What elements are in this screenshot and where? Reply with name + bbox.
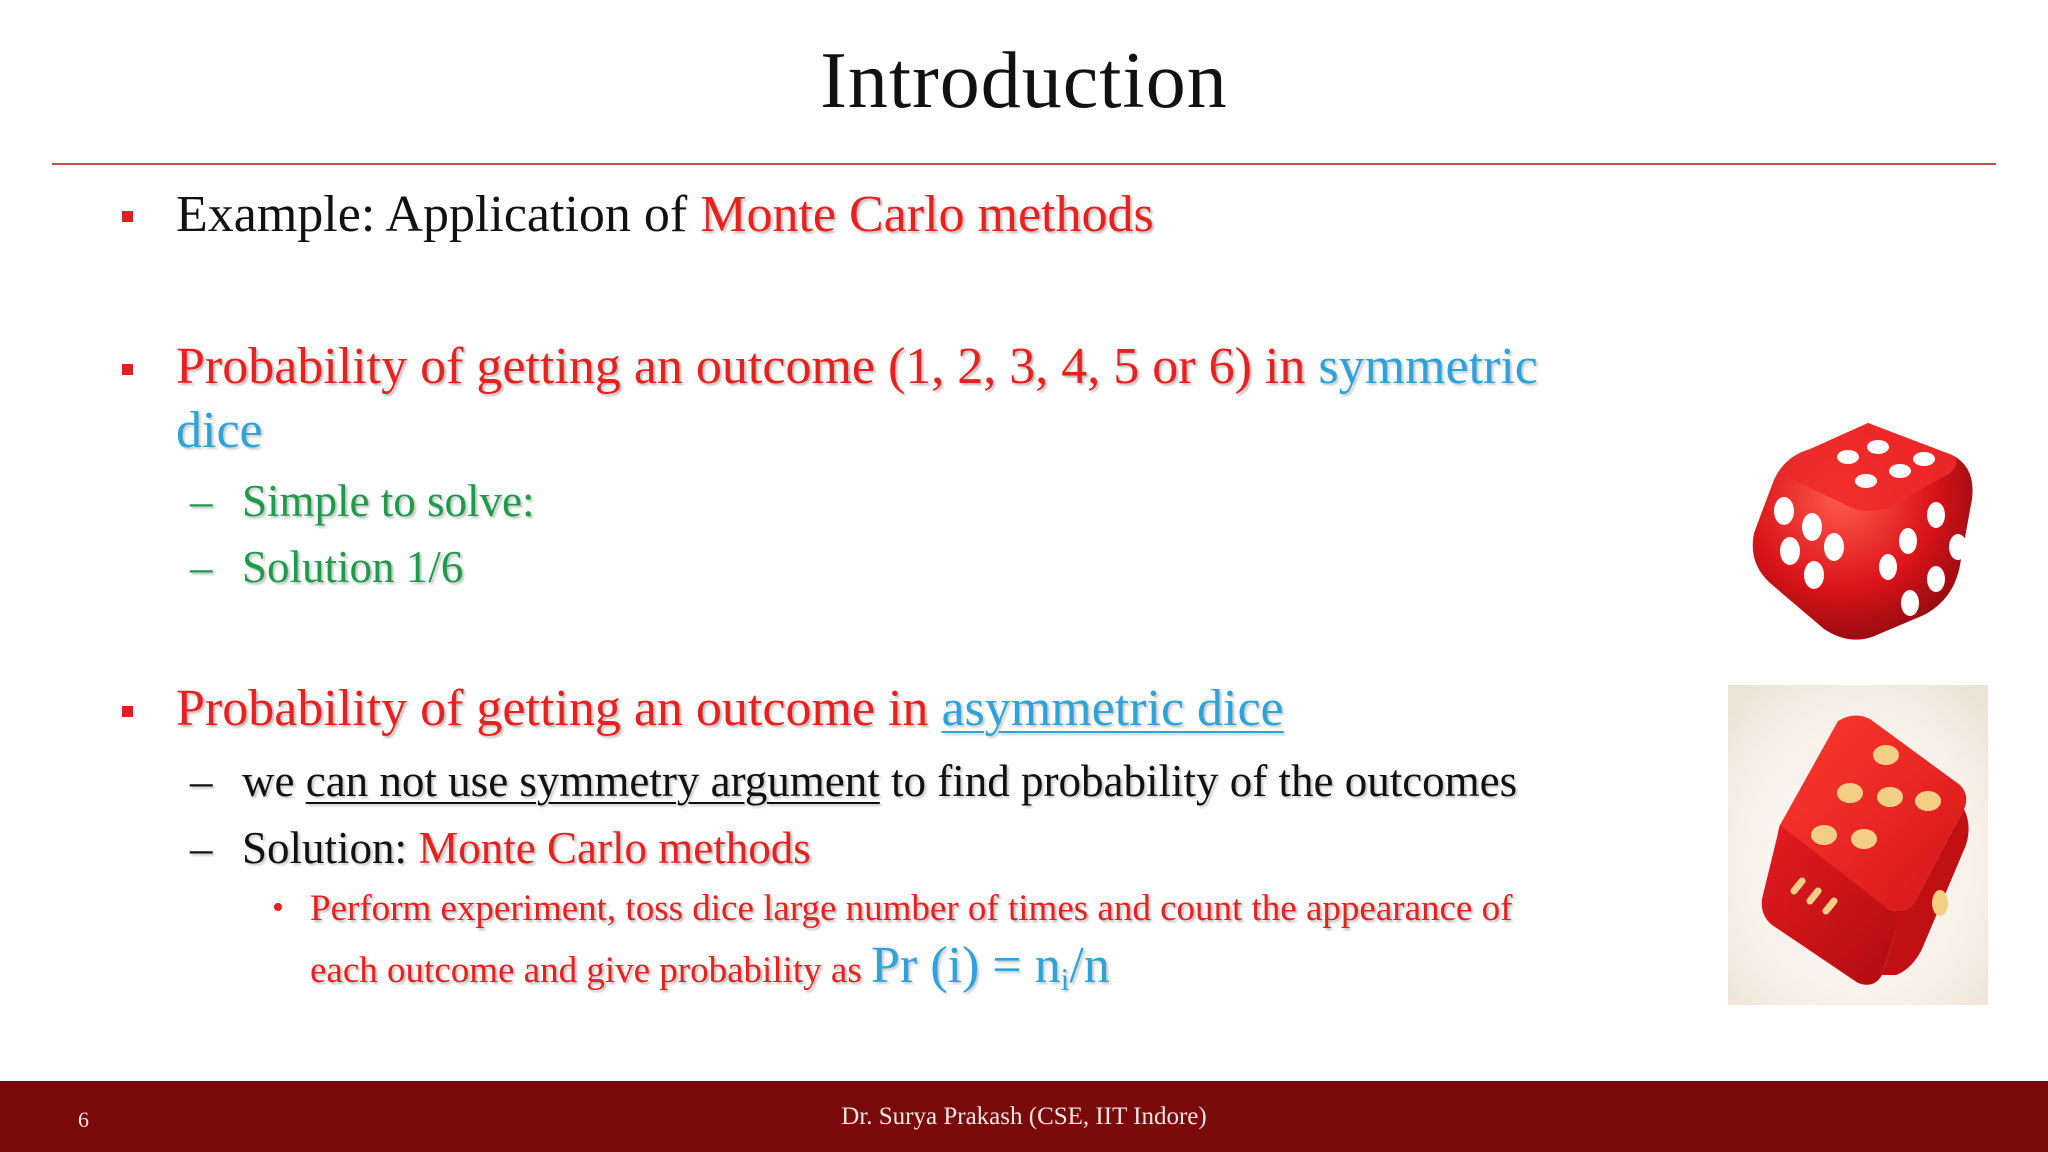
- dash-marker: –: [190, 476, 213, 526]
- dash-marker: –: [190, 542, 213, 592]
- we-text: we: [242, 756, 295, 806]
- experiment-line1: Perform experiment, toss dice large number of times and count the appearance of: [310, 888, 1513, 929]
- experiment-line2-text: each outcome and give probability as: [310, 950, 862, 991]
- bullet-square-icon: [122, 211, 133, 222]
- footer-author: Dr. Surya Prakash (CSE, IIT Indore): [841, 1103, 1207, 1130]
- monte-carlo-solution-highlight: Monte Carlo methods: [418, 823, 811, 873]
- probability-formula: [870, 937, 1110, 997]
- bullet-example: [176, 185, 1154, 244]
- footer-bar: [0, 1081, 2048, 1152]
- symmetric-word: symmetric: [1318, 338, 1538, 395]
- asymmetric-prob-text: Probability of getting an outcome in: [176, 680, 929, 737]
- dash-marker: –: [190, 823, 213, 873]
- symmetry-argument-underlined: can not use symmetry argument: [305, 756, 880, 806]
- slide-title: Introduction: [820, 37, 1228, 125]
- bullet-square-icon: [122, 364, 133, 375]
- slide-number: 6: [78, 1107, 89, 1132]
- solution-one-sixth-text: Solution 1/6: [242, 542, 464, 592]
- dice-word: dice: [176, 402, 263, 459]
- example-lead-text: Example: Application of: [176, 186, 688, 243]
- title-divider: [52, 163, 1996, 165]
- bullet-square-icon: [122, 706, 133, 717]
- monte-carlo-highlight: Monte Carlo methods: [700, 186, 1154, 243]
- dot-marker: •: [272, 889, 284, 926]
- formula-tail: /n: [1069, 937, 1110, 994]
- symmetric-prob-text: Probability of getting an outcome (1, 2, 3, 4, 5 or 6) in: [176, 338, 1306, 395]
- bullet-symmetric-line1: [176, 337, 1538, 396]
- red-die-icon: [1740, 415, 2000, 645]
- solution-monte-carlo-line: [242, 822, 811, 874]
- formula-subscript: i: [1060, 962, 1070, 997]
- formula-main: Pr (i) = n: [870, 937, 1061, 994]
- bullet-asymmetric: [176, 679, 1284, 738]
- find-probability-text: to find probability of the outcomes: [891, 756, 1518, 806]
- simple-to-solve-text: Simple to solve:: [242, 476, 535, 526]
- experiment-line2: [310, 936, 1110, 998]
- asymmetric-dice-link[interactable]: asymmetric dice: [941, 680, 1284, 737]
- symmetry-argument-line: [242, 755, 1517, 807]
- solution-label: Solution:: [242, 823, 408, 873]
- dash-marker: –: [190, 756, 213, 806]
- red-die-photo-icon: [1728, 685, 1988, 1005]
